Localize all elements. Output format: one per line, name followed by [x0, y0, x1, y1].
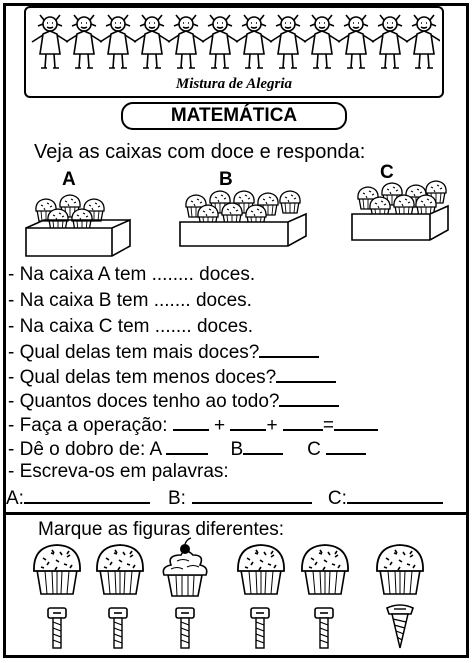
question-least	[8, 365, 336, 389]
answer-line[interactable]	[24, 486, 150, 504]
cupcake-icon[interactable]	[300, 543, 350, 595]
cupcake-icon[interactable]	[95, 543, 145, 595]
answer-line[interactable]	[279, 389, 339, 407]
answer-line[interactable]	[166, 437, 208, 455]
screw-icon[interactable]	[312, 606, 336, 650]
cupcake-box-c	[348, 180, 452, 242]
screw-icon[interactable]	[173, 606, 197, 650]
plus-sign: +	[214, 415, 226, 436]
double-b-label: B	[230, 439, 244, 460]
question-operation-text: - Faça a operação:	[8, 415, 168, 436]
double-c-label: C	[307, 439, 321, 460]
plus-sign: +	[266, 415, 278, 436]
instruction-text: Veja as caixas com doce e responda:	[34, 141, 366, 163]
screw-icon[interactable]	[106, 606, 130, 650]
question-box-b: - Na caixa B tem ....... doces.	[8, 290, 252, 311]
answer-line[interactable]	[347, 486, 443, 504]
box-label-a: A	[62, 169, 76, 190]
question-least-text: - Qual delas tem menos doces?	[8, 367, 277, 388]
equals-sign: =	[322, 415, 334, 436]
cupcake-box-a	[22, 190, 134, 260]
question-total	[8, 389, 339, 413]
wood-screw-icon[interactable]	[386, 604, 414, 650]
answer-line[interactable]	[243, 437, 283, 455]
answer-line[interactable]	[173, 413, 209, 431]
words-b-label: B:	[167, 488, 186, 509]
answer-line[interactable]	[259, 340, 319, 358]
screw-icon[interactable]	[45, 606, 69, 650]
answer-line[interactable]	[276, 365, 336, 383]
question-double-text: - Dê o dobro de: A	[8, 439, 162, 460]
page-title: MATEMÁTICA	[121, 102, 347, 130]
answer-line[interactable]	[334, 413, 378, 431]
question-operation	[8, 413, 378, 437]
screw-icon[interactable]	[248, 606, 272, 650]
question-box-c: - Na caixa C tem ....... doces.	[8, 316, 253, 337]
words-answers	[6, 486, 443, 510]
answer-line[interactable]	[192, 486, 312, 504]
cupcake-box-b	[176, 190, 310, 248]
brand-name: Mistura de Alegria	[175, 76, 293, 92]
question-words: - Escreva-os em palavras:	[8, 461, 229, 482]
children-holding-hands-icon	[30, 12, 440, 74]
box-label-b: B	[219, 169, 233, 190]
question-double	[8, 437, 366, 461]
answer-line[interactable]	[230, 413, 266, 431]
cupcake-cherry-icon[interactable]	[160, 537, 210, 597]
answer-line[interactable]	[283, 413, 323, 431]
words-a-label: A:	[6, 488, 24, 509]
words-c-label: C:	[327, 488, 347, 509]
mark-instruction: Marque as figuras diferentes:	[38, 519, 285, 540]
box-label-c: C	[380, 162, 394, 183]
answer-line[interactable]	[326, 437, 366, 455]
cupcake-icon[interactable]	[236, 543, 286, 595]
cupcake-icon[interactable]	[375, 543, 425, 595]
header-banner	[24, 6, 444, 98]
section-divider	[3, 512, 469, 515]
question-total-text: - Quantos doces tenho ao todo?	[8, 391, 280, 412]
question-box-a: - Na caixa A tem ........ doces.	[8, 264, 256, 285]
question-most-text: - Qual delas tem mais doces?	[8, 342, 260, 363]
question-most	[8, 340, 319, 364]
cupcake-icon[interactable]	[32, 543, 82, 595]
